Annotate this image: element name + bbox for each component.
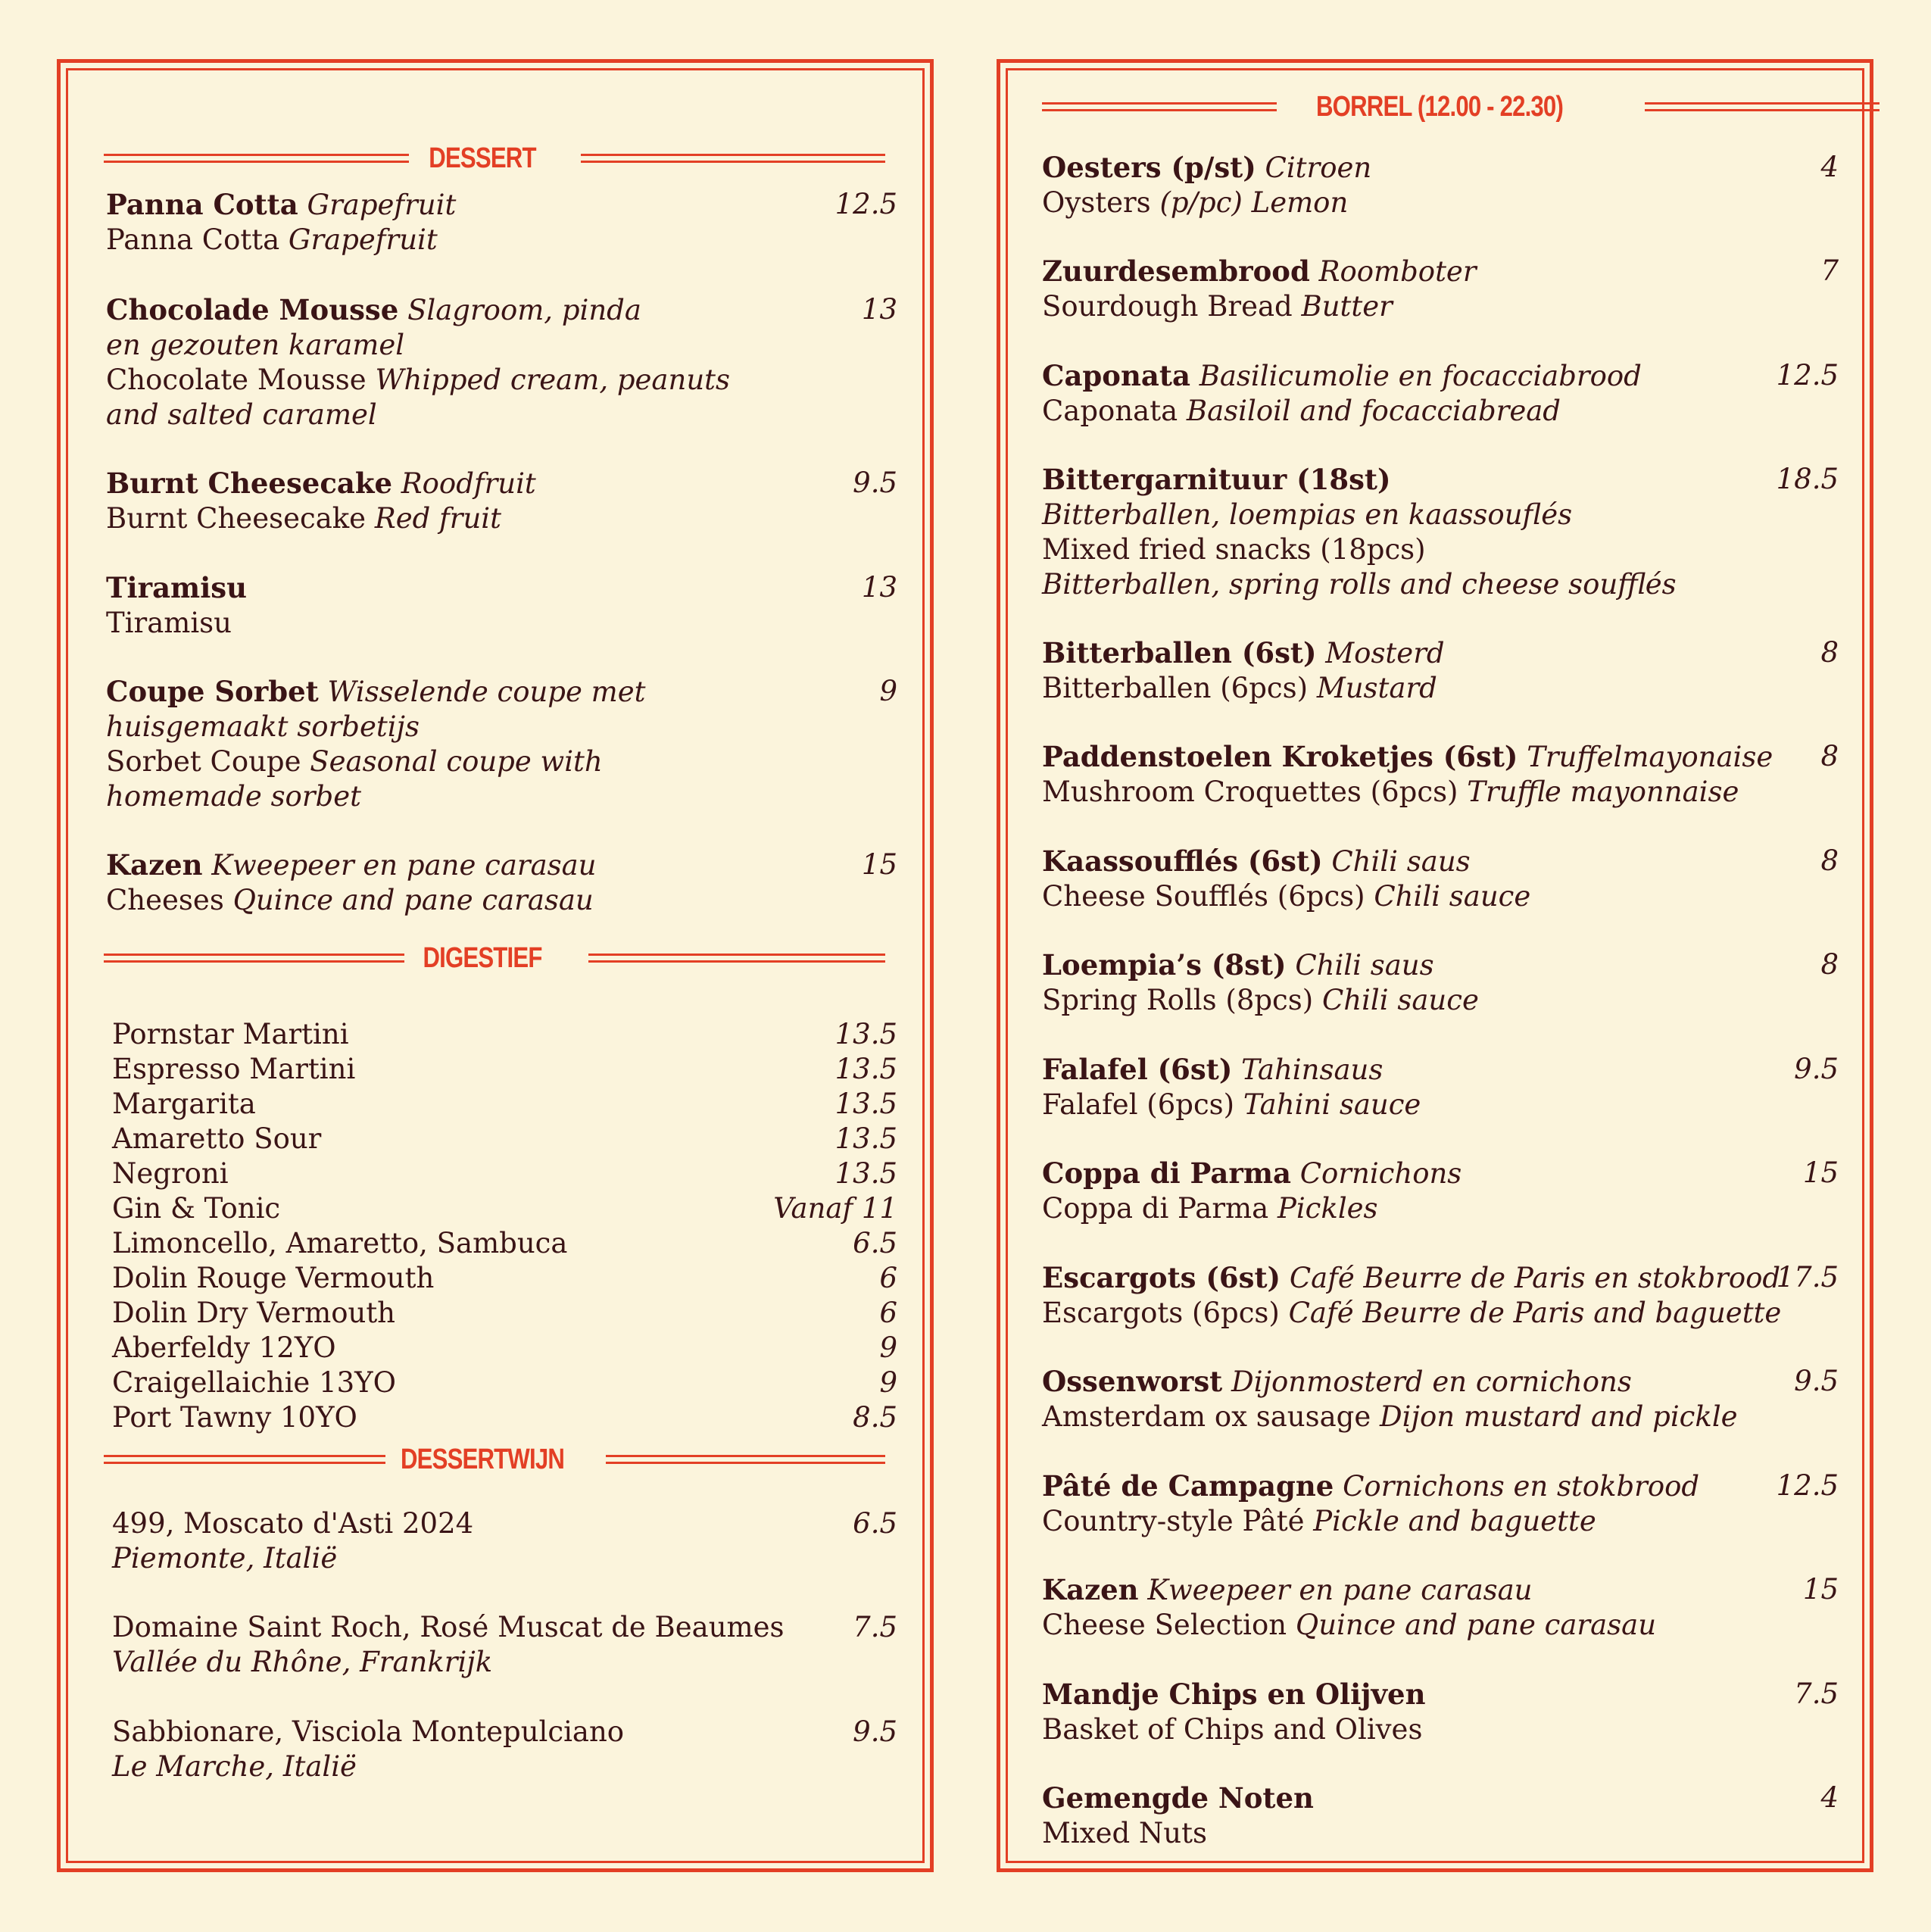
menu-item [1042,635,1839,706]
header-rule-right [581,154,885,163]
item-price: 17.5 [1776,1261,1839,1294]
item-description: Slagroom, pinda [407,294,641,326]
item-name-en: Escargots (6pcs) [1042,1297,1280,1329]
menu-item [1042,1572,1839,1643]
item-price: 7 [1820,254,1839,287]
item-name: Coppa di Parma [1042,1156,1291,1190]
dessert-title: DESSERT [429,142,536,174]
item-description-en: Pickle and baguette [1313,1505,1596,1537]
drink-name: Espresso Martini [112,1053,356,1085]
menu-item [1042,462,1839,602]
item-description: Cornichons [1299,1157,1462,1190]
item-name: Kazen [1042,1573,1139,1606]
item-description-en: Basiloil and focacciabread [1186,395,1561,427]
right-menu-panel [997,59,1873,1872]
menu-item-panna-cotta [106,187,897,257]
drink-name: Aberfeldy 12YO [112,1331,336,1364]
drink-name: Dolin Rouge Vermouth [112,1262,435,1294]
item-description-en: Chili sauce [1321,984,1479,1016]
item-name-en: Cheese Selection [1042,1609,1287,1641]
item-description-en: Quince and pane carasau [1295,1609,1657,1641]
list-item [112,1156,897,1191]
item-description-en: Café Beurre de Paris and baguette [1288,1297,1782,1329]
item-price: 15 [861,848,897,881]
item-price: 15 [1802,1573,1839,1606]
item-description-en: Butter [1301,290,1393,323]
item-price: 9.5 [1794,1365,1839,1397]
item-name-en: Cheese Soufflés (6pcs) [1042,880,1365,913]
menu-item-tiramisu [106,570,897,641]
menu-item [1042,254,1839,324]
item-description-en: Whipped cream, peanuts [375,364,731,396]
list-item [112,1366,897,1400]
item-price: 8 [1820,948,1839,981]
header-rule-right [588,954,885,963]
item-description: Basilicumolie en focacciabrood [1199,360,1642,392]
item-name-en: Panna Cotta [106,223,280,256]
item-description-en: Dijon mustard and pickle [1380,1400,1738,1433]
item-price: 15 [1802,1156,1839,1189]
item-name: Chocolade Mousse [106,293,399,326]
item-name: Burnt Cheesecake [106,467,393,500]
item-price: 9 [879,675,897,707]
item-name: Zuurdesembrood [1042,254,1310,288]
drink-name: Margarita [112,1088,256,1120]
item-price: 13 [861,293,897,326]
item-name-en: Bitterballen (6pcs) [1042,672,1309,704]
drink-name: Gin & Tonic [112,1192,281,1225]
item-description-en: Pickles [1277,1192,1378,1225]
item-description: Citroen [1265,151,1372,184]
list-item [112,1017,897,1052]
header-rule-left [104,1455,385,1464]
wine-price: 7.5 [853,1611,897,1643]
item-price: 8 [1820,844,1839,877]
item-description: Dijonmosterd en cornichons [1231,1366,1632,1398]
dessertwijn-title: DESSERTWIJN [400,1444,565,1475]
item-name: Caponata [1042,359,1190,392]
drink-price: 13.5 [834,1053,897,1085]
list-item [112,1331,897,1366]
item-name: Paddenstoelen Kroketjes (6st) [1042,740,1518,773]
drink-price: 6 [879,1262,897,1294]
drink-name: Negroni [112,1157,229,1190]
item-description: Mosterd [1325,637,1445,669]
item-name: Mandje Chips en Olijven [1042,1678,1426,1711]
item-description-en: Grapefruit [288,223,438,256]
list-item [112,1296,897,1331]
header-rule-left [104,154,409,163]
item-price: 8 [1820,740,1839,772]
list-item [112,1261,897,1296]
dessertwijn-header [104,1443,861,1473]
item-description-en: Truffle mayonnaise [1467,776,1739,808]
item-name-en: Cheeses [106,884,224,916]
list-item [112,1191,897,1226]
item-name-en: Coppa di Parma [1042,1192,1269,1225]
header-rule-left [104,954,404,963]
item-name: Panna Cotta [106,188,298,221]
list-item [112,1400,897,1435]
wine-name: Sabbionare, Visciola Montepulciano [112,1715,625,1748]
drink-name: Port Tawny 10YO [112,1401,357,1434]
menu-item-kazen [106,847,897,918]
borrel-title: BORREL (12.00 - 22.30) [1315,91,1564,123]
item-name-en: Caponata [1042,395,1178,427]
drink-price: Vanaf 11 [773,1192,897,1225]
item-price: 12.5 [1776,359,1839,392]
menu-item [1042,1156,1839,1226]
wine-name: Domaine Saint Roch, Rosé Muscat de Beaumes [112,1611,785,1643]
drink-price: 6 [879,1297,897,1329]
item-name-en: Mushroom Croquettes (6pcs) [1042,776,1458,808]
item-name: Kazen [106,848,203,882]
item-name-en: Mixed fried snacks (18pcs) [1042,533,1426,566]
item-name: Bittergarnituur (18st) [1042,463,1391,496]
item-description: Chili saus [1295,949,1434,982]
menu-item [1042,739,1839,810]
drink-name: Amaretto Sour [112,1122,322,1155]
menu-item [1042,1469,1839,1539]
item-name-en: Basket of Chips and Olives [1042,1713,1423,1746]
borrel-header [1042,90,1837,123]
item-price: 8 [1820,636,1839,669]
item-name-en: Burnt Cheesecake [106,502,367,535]
item-description: Wisselende coupe met [327,676,646,708]
drink-price: 6.5 [853,1227,897,1259]
item-name-en: Chocolate Mousse [106,364,367,396]
wine-region: Vallée du Rhône, Frankrijk [112,1646,493,1678]
item-name: Gemengde Noten [1042,1781,1314,1815]
drink-name: Limoncello, Amaretto, Sambuca [112,1227,568,1259]
menu-item [1042,1052,1839,1122]
wine-price: 9.5 [853,1715,897,1748]
list-item [112,1226,897,1261]
item-name: Coupe Sorbet [106,675,319,708]
item-description-en: (p/pc) Lemon [1159,186,1349,219]
item-description: Kweepeer en pane carasau [211,849,597,882]
list-item [112,1052,897,1087]
drink-price: 9 [879,1366,897,1399]
item-description: Tahinsaus [1241,1053,1384,1086]
item-name: Ossenworst [1042,1365,1223,1398]
wine-item [112,1715,897,1784]
item-price: 12.5 [1776,1469,1839,1502]
menu-item [1042,150,1839,220]
menu-item [1042,947,1839,1018]
item-price: 4 [1820,151,1839,183]
digestief-header [104,941,861,972]
wine-item [112,1506,897,1576]
item-description-en: Bitterballen, spring rolls and cheese soufflés [1042,568,1677,601]
item-description: Grapefruit [307,189,457,221]
item-name-en: Mixed Nuts [1042,1817,1207,1849]
wine-region: Le Marche, Italië [112,1750,357,1783]
menu-item [1042,1364,1839,1434]
item-description: Cornichons en stokbrood [1343,1470,1700,1503]
wine-price: 6.5 [853,1507,897,1540]
digestief-list [112,1017,897,1435]
drink-price: 8.5 [853,1401,897,1434]
list-item [112,1087,897,1122]
item-name-en: Spring Rolls (8pcs) [1042,984,1314,1016]
menu-item [1042,1677,1839,1747]
drink-name: Pornstar Martini [112,1018,349,1050]
digestief-title: DIGESTIEF [423,942,542,974]
header-rule-right [606,1455,885,1464]
menu-item-chocolade-mousse [106,292,897,432]
item-name: Bitterballen (6st) [1042,636,1317,669]
item-price: 18.5 [1776,463,1839,495]
header-rule-left [1042,102,1277,111]
list-item [112,1122,897,1156]
menu-item-coupe-sorbet [106,674,897,814]
item-name-en: Sorbet Coupe [106,745,301,778]
header-rule-right [1645,102,1880,111]
item-description-en: Tahini sauce [1243,1088,1421,1121]
item-name: Falafel (6st) [1042,1053,1233,1086]
item-description-en: Seasonal coupe with [310,745,603,778]
drink-price: 13.5 [834,1018,897,1050]
dessert-header [104,142,861,172]
item-description: Chili saus [1331,845,1471,878]
item-name-en: Amsterdam ox sausage [1042,1400,1371,1433]
drink-price: 9 [879,1331,897,1364]
drink-price: 13.5 [834,1088,897,1120]
item-price: 4 [1820,1781,1839,1814]
menu-item [1042,358,1839,429]
item-description: Café Beurre de Paris en stokbrood [1289,1262,1781,1294]
wine-item [112,1610,897,1680]
item-description-cont: huisgemaakt sorbetijs [106,710,420,743]
item-description-en: Chili sauce [1374,880,1531,913]
item-name: Kaassoufflés (6st) [1042,844,1323,878]
item-description-en: Red fruit [374,502,501,535]
item-name: Loempia’s (8st) [1042,948,1287,982]
menu-item [1042,1781,1839,1851]
item-description-en-cont: homemade sorbet [106,780,361,813]
wine-region: Piemonte, Italië [112,1542,338,1575]
item-name: Tiramisu [106,571,247,604]
item-description: Bitterballen, loempias en kaassouflés [1042,498,1573,531]
left-menu-panel [57,59,934,1872]
item-price: 9.5 [853,467,897,499]
drink-name: Craigellaichie 13YO [112,1366,396,1399]
item-description: Kweepeer en pane carasau [1147,1574,1533,1606]
drink-name: Dolin Dry Vermouth [112,1297,396,1329]
item-name-en: Sourdough Bread [1042,290,1293,323]
item-price: 9.5 [1794,1053,1839,1085]
item-description: Roomboter [1318,255,1477,288]
item-price: 7.5 [1794,1678,1839,1710]
menu-item-burnt-cheesecake [106,466,897,536]
item-price: 13 [861,571,897,604]
menu-item [1042,1260,1839,1331]
item-description-cont: en gezouten karamel [106,329,405,361]
item-price: 12.5 [834,188,897,220]
item-name: Pâté de Campagne [1042,1469,1334,1503]
item-name-en: Country-style Pâté [1042,1505,1305,1537]
item-name-en: Oysters [1042,186,1151,219]
drink-price: 13.5 [834,1122,897,1155]
item-name-en: Falafel (6pcs) [1042,1088,1235,1121]
item-description: Roodfruit [401,467,536,500]
item-description-en: Quince and pane carasau [232,884,594,916]
item-name-en: Tiramisu [106,607,232,639]
wine-name: 499, Moscato d'Asti 2024 [112,1507,474,1540]
item-name: Oesters (p/st) [1042,151,1256,184]
item-description-en-cont: and salted caramel [106,398,377,431]
menu-item [1042,844,1839,914]
item-description: Truffelmayonaise [1527,741,1773,773]
item-name: Escargots (6st) [1042,1261,1281,1294]
item-description-en: Mustard [1316,672,1437,704]
drink-price: 13.5 [834,1157,897,1190]
